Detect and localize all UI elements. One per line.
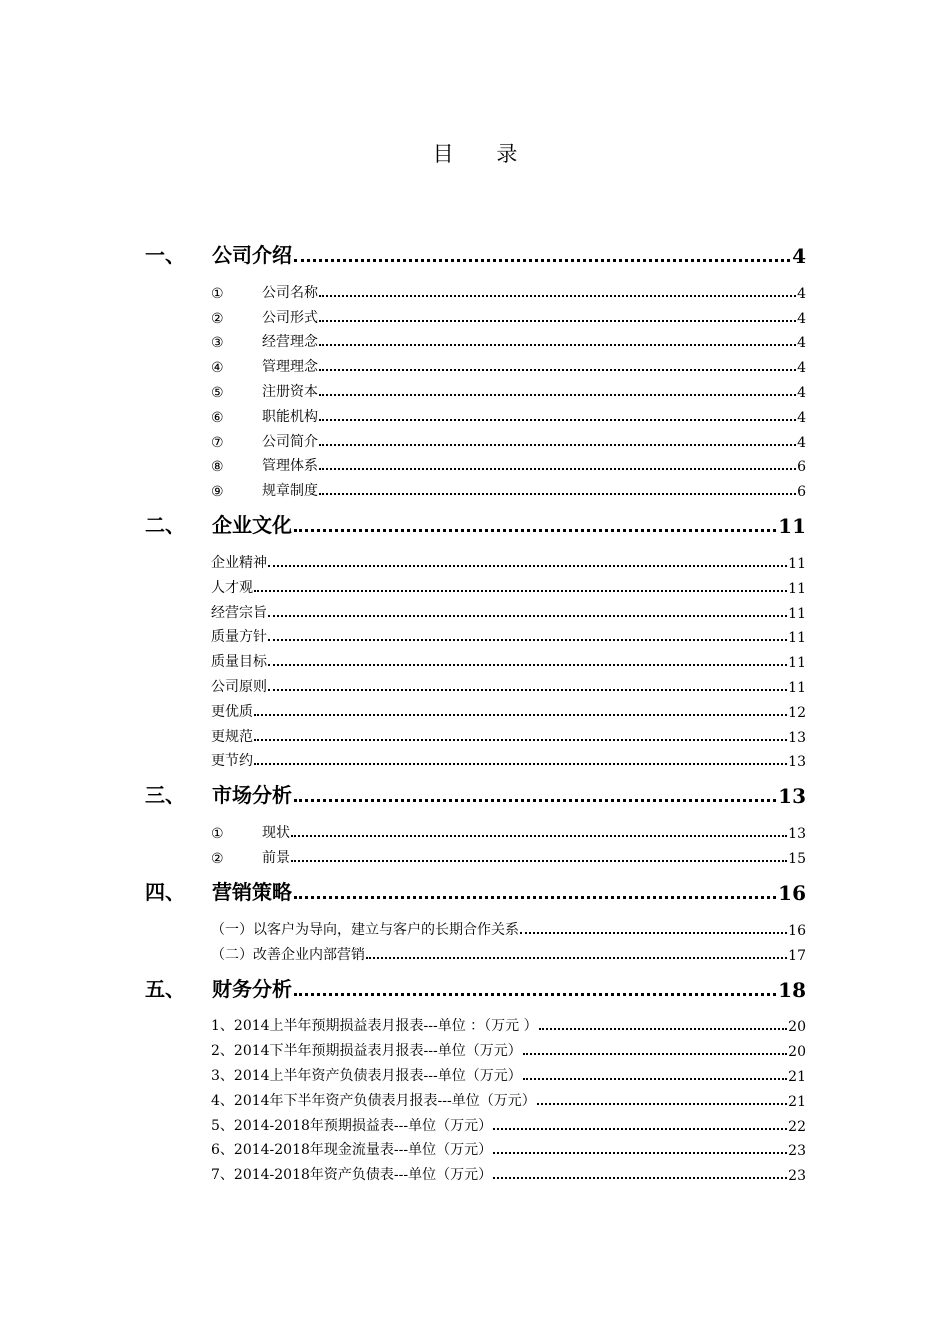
entry-marker: ① — [211, 826, 224, 843]
dot-leader — [294, 993, 776, 996]
dot-leader — [294, 896, 776, 899]
page-number: 20 — [788, 1019, 806, 1036]
page-number: 4 — [797, 285, 806, 302]
entry-title: 公司名称 — [262, 284, 318, 301]
dot-leader — [291, 860, 787, 862]
toc-entry[interactable] — [145, 547, 806, 572]
page-number: 11 — [788, 580, 806, 597]
page-number: 13 — [788, 729, 806, 746]
entry-marker: ⑧ — [211, 459, 224, 476]
section-number: 四、 — [145, 879, 185, 904]
entry-marker: ⑥ — [211, 409, 224, 426]
page-number: 12 — [788, 704, 806, 721]
section-title: 公司介绍 — [212, 243, 292, 267]
toc-section-heading[interactable] — [145, 770, 806, 808]
page-number: 4 — [797, 434, 806, 451]
page-number: 11 — [778, 514, 806, 539]
dot-leader — [319, 344, 796, 346]
toc-entry[interactable] — [145, 646, 806, 671]
page-number: 13 — [778, 784, 806, 809]
entry-marker: ⑦ — [211, 434, 224, 451]
page-number: 13 — [788, 826, 806, 843]
dot-leader — [254, 590, 787, 592]
toc-entry[interactable] — [145, 1085, 806, 1110]
toc-entry[interactable] — [145, 721, 806, 746]
dot-leader — [493, 1128, 787, 1130]
toc-entry[interactable] — [145, 1135, 806, 1160]
page-number: 4 — [797, 384, 806, 401]
toc-entry[interactable] — [145, 914, 806, 939]
section-title: 市场分析 — [212, 783, 292, 808]
dot-leader — [268, 664, 787, 666]
entry-title: 2、2014下半年预期损益表月报表---单位（万元） — [211, 1043, 522, 1060]
page-number: 17 — [788, 947, 806, 964]
section-number: 二、 — [145, 513, 185, 538]
toc-entry[interactable] — [145, 401, 806, 426]
toc-entry[interactable] — [145, 376, 806, 401]
dot-leader — [523, 1053, 787, 1055]
toc-entry[interactable] — [145, 1011, 806, 1036]
section-title: 企业文化 — [212, 513, 292, 538]
page-number: 4 — [797, 409, 806, 426]
entry-title: 前景 — [262, 849, 290, 866]
toc-entry[interactable] — [145, 277, 806, 302]
dot-leader — [268, 689, 787, 691]
dot-leader — [294, 529, 776, 532]
dot-leader — [254, 714, 787, 716]
dot-leader — [319, 394, 796, 396]
section-number: 五、 — [145, 976, 185, 1001]
entry-title: 公司简介 — [262, 433, 318, 450]
entry-title: 经营宗旨 — [211, 604, 267, 621]
page-number: 4 — [797, 310, 806, 327]
page-number: 22 — [788, 1118, 806, 1135]
toc-entry[interactable] — [145, 475, 806, 500]
dot-leader — [294, 259, 790, 262]
page-number: 16 — [788, 922, 806, 939]
dot-leader — [254, 739, 787, 741]
dot-leader — [319, 320, 796, 322]
toc-entry[interactable] — [145, 451, 806, 476]
page-number: 6 — [797, 484, 806, 501]
dot-leader — [537, 1103, 787, 1105]
toc-entry[interactable] — [145, 842, 806, 867]
toc-entry[interactable] — [145, 597, 806, 622]
entry-title: 更节约 — [211, 753, 253, 770]
toc-entry[interactable] — [145, 746, 806, 771]
page-number: 11 — [788, 630, 806, 647]
entry-title: 4、2014年下半年资产负债表月报表---单位（万元） — [211, 1092, 536, 1109]
toc-entry[interactable] — [145, 426, 806, 451]
section-number: 三、 — [145, 783, 185, 808]
entry-title: 质量目标 — [211, 654, 267, 671]
dot-leader — [291, 835, 787, 837]
dot-leader — [319, 419, 796, 421]
entry-title: 人才观 — [211, 579, 253, 596]
entry-title: 更规范 — [211, 728, 253, 745]
entry-marker: ② — [211, 850, 224, 867]
entry-title: 7、2014-2018年资产负债表---单位（万元） — [211, 1167, 493, 1184]
dot-leader — [319, 295, 796, 297]
entry-title: （一）以客户为导向，建立与客户的长期合作关系 — [211, 921, 519, 938]
page-number: 6 — [797, 459, 806, 476]
page-number: 13 — [788, 754, 806, 771]
entry-marker: ② — [211, 310, 224, 327]
dot-leader — [319, 493, 796, 495]
page-number: 11 — [788, 679, 806, 696]
entry-title: 5、2014-2018年预期损益表---单位（万元） — [211, 1117, 493, 1134]
page-number: 11 — [788, 655, 806, 672]
entry-title: 1、2014上半年预期损益表月报表---单位 ：（万元 ） — [211, 1018, 538, 1035]
toc-entry[interactable] — [145, 622, 806, 647]
entry-marker: ③ — [211, 335, 224, 352]
entry-title: 6、2014-2018年现金流量表---单位（万元） — [211, 1142, 493, 1159]
toc-entry[interactable] — [145, 817, 806, 842]
dot-leader — [493, 1177, 787, 1179]
dot-leader — [319, 369, 796, 371]
toc-entry[interactable] — [145, 696, 806, 721]
section-title: 财务分析 — [212, 976, 292, 1001]
dot-leader — [539, 1028, 788, 1030]
page-number: 16 — [778, 880, 806, 905]
page-number: 11 — [788, 555, 806, 572]
table-of-contents — [145, 230, 806, 1184]
entry-title: 公司原则 — [211, 678, 267, 695]
section-number: 一、 — [145, 243, 185, 267]
toc-section-heading[interactable] — [145, 230, 806, 268]
entry-title: 公司形式 — [262, 309, 318, 326]
dot-leader — [268, 615, 787, 617]
entry-title: 规章制度 — [262, 483, 318, 500]
page-number: 18 — [778, 977, 806, 1002]
page-number: 23 — [788, 1168, 806, 1185]
entry-title: （二）改善企业内部营销 — [211, 946, 365, 963]
toc-entry[interactable] — [145, 1110, 806, 1135]
entry-title: 现状 — [262, 825, 290, 842]
toc-entry[interactable] — [145, 1159, 806, 1184]
dot-leader — [268, 639, 787, 641]
toc-section-heading[interactable] — [145, 867, 806, 905]
toc-entry[interactable] — [145, 572, 806, 597]
dot-leader — [268, 565, 787, 567]
page-number: 4 — [797, 360, 806, 377]
entry-marker: ⑨ — [211, 484, 224, 501]
entry-title: 管理体系 — [262, 458, 318, 475]
dot-leader — [254, 763, 787, 765]
toc-section-heading[interactable] — [145, 964, 806, 1002]
page-title: 目 录 — [432, 142, 536, 166]
page-number: 11 — [788, 605, 806, 622]
entry-title: 3、2014上半年资产负债表月报表---单位（万元） — [211, 1067, 522, 1084]
entry-title: 企业精神 — [211, 554, 267, 571]
page-number: 4 — [797, 335, 806, 352]
dot-leader — [493, 1152, 787, 1154]
dot-leader — [523, 1078, 787, 1080]
dot-leader — [366, 957, 787, 959]
entry-marker: ⑤ — [211, 384, 224, 401]
page-number: 20 — [788, 1044, 806, 1061]
entry-title: 经营理念 — [262, 334, 318, 351]
toc-entry[interactable] — [145, 1035, 806, 1060]
page-number: 21 — [788, 1068, 806, 1085]
entry-title: 更优质 — [211, 703, 253, 720]
toc-entry[interactable] — [145, 302, 806, 327]
dot-leader — [520, 932, 787, 934]
toc-entry[interactable] — [145, 1060, 806, 1085]
entry-title: 注册资本 — [262, 383, 318, 400]
toc-section-heading[interactable] — [145, 500, 806, 538]
entry-title: 管理理念 — [262, 359, 318, 376]
dot-leader — [319, 468, 796, 470]
entry-marker: ① — [211, 285, 224, 302]
dot-leader — [319, 444, 796, 446]
entry-marker: ④ — [211, 360, 224, 377]
page-number: 21 — [788, 1093, 806, 1110]
page-number: 4 — [792, 244, 806, 268]
entry-title: 质量方针 — [211, 629, 267, 646]
toc-entry[interactable] — [145, 351, 806, 376]
toc-entry[interactable] — [145, 671, 806, 696]
entry-title: 职能机构 — [262, 408, 318, 425]
dot-leader — [294, 799, 776, 802]
toc-entry[interactable] — [145, 327, 806, 352]
toc-entry[interactable] — [145, 939, 806, 964]
page-number: 23 — [788, 1143, 806, 1160]
section-title: 营销策略 — [212, 879, 292, 904]
page-number: 15 — [788, 850, 806, 867]
